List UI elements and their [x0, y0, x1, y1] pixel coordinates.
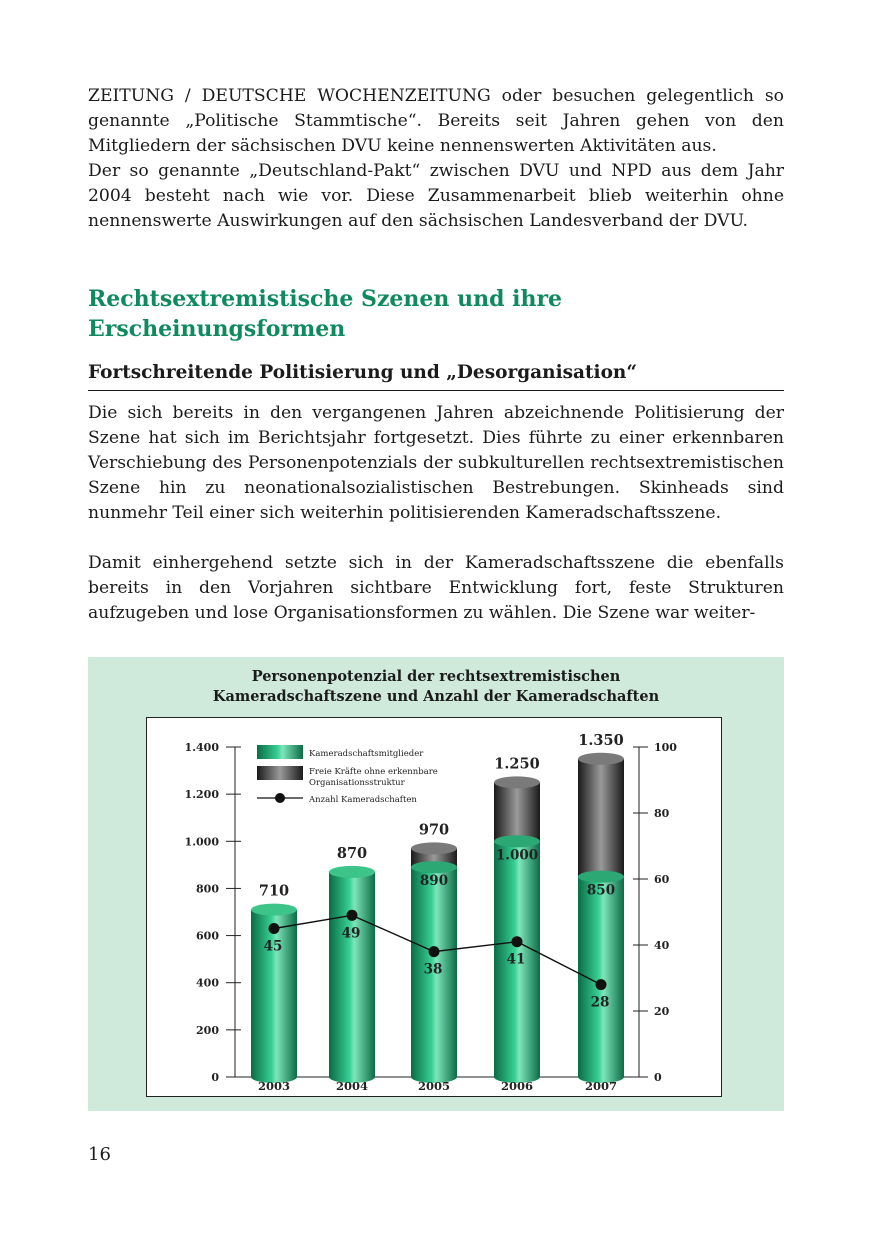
bar-total-label: 970	[418, 821, 450, 839]
bar-members	[251, 910, 297, 1077]
chart-svg	[147, 718, 721, 1096]
chart-title-line2: Kameradschaftszene und Anzahl der Kameradschaften	[212, 688, 660, 705]
bar-members-label: 890	[419, 873, 449, 890]
count-marker	[269, 923, 280, 934]
left-axis-tick-label: 0	[211, 1071, 219, 1084]
count-label: 38	[423, 961, 443, 978]
right-axis-tick-label: 20	[654, 1005, 670, 1018]
bar-members-top	[329, 866, 375, 878]
subsection-heading: Fortschreitende Politisierung und „Desorganisation“	[88, 358, 784, 391]
bar-free-forces-top	[494, 776, 540, 788]
paragraph-desorganisation: Damit einhergehend setzte sich in der Kameradschaftsszene die ebenfalls bereits in den Vorjahren sichtbare Entwicklung fort, feste Strukturen aufzugeben und lose Organisationsformen zu wählen. Die Szene war weiter-	[88, 553, 784, 623]
count-label: 28	[590, 994, 610, 1011]
bar-members-top	[578, 871, 624, 883]
left-axis-tick-label: 400	[196, 976, 219, 990]
chart-bars	[251, 732, 624, 1093]
chart-title-line1: Personenpotenzial der rechtsextremistischen	[251, 668, 621, 685]
paragraph-deutschland-pakt: Der so genannte „Deutschland-Pakt“ zwischen DVU und NPD aus dem Jahr 2004 besteht nach wie vor. Diese Zusammenarbeit blieb weiterhin ohne nennenswerte Auswirkungen auf den sächsischen Landesverband der DVU.	[88, 161, 784, 231]
legend-swatch-members	[257, 745, 303, 759]
bar-total-label: 1.350	[578, 731, 624, 749]
legend-label-members: Kameradschaftsmitglieder	[309, 749, 424, 759]
section-heading-line2: Erscheinungsformen	[88, 316, 346, 342]
left-axis-tick-label: 200	[196, 1023, 219, 1037]
left-axis-tick-label: 1.000	[184, 835, 219, 849]
left-axis-tick-label: 800	[196, 882, 219, 896]
paragraph-politisierung: Die sich bereits in den vergangenen Jahren abzeichnende Politisierung der Szene hat sich im Berichtsjahr fortgesetzt. Dies führte zu einer erkennbaren Verschiebung des Personenpotenzials der subkulturellen rechtsextremistischen Szene hin zu neonationalsozialistischen Bestrebungen. Skinheads sind nunmehr Teil einer sich weiterhin politisierenden Kameradschaftsszene.	[88, 403, 784, 523]
right-axis-tick-label: 80	[654, 807, 670, 820]
left-axis-tick-label: 1.200	[184, 788, 219, 802]
count-marker	[596, 979, 607, 990]
bar-members-label: 850	[586, 882, 616, 899]
bar-members-top	[411, 861, 457, 873]
x-axis-category-label: 2005	[417, 1079, 451, 1093]
chart-legend	[257, 745, 438, 805]
section-heading-line1: Rechtsextremistische Szenen und ihre	[88, 286, 563, 312]
right-axis-tick-label: 100	[654, 741, 677, 754]
count-label: 45	[263, 938, 283, 955]
right-axis-tick-label: 0	[654, 1071, 662, 1084]
legend-label-free-forces-line1: Freie Kräfte ohne erkennbare	[309, 767, 438, 777]
bar-free-forces	[494, 782, 540, 841]
x-axis-category-label: 2007	[584, 1079, 618, 1093]
legend-swatch-marker	[275, 793, 285, 803]
legend-label-count: Anzahl Kameradschaften	[309, 795, 417, 805]
right-axis-tick-label: 40	[654, 939, 670, 952]
right-axis-tick-label: 60	[654, 873, 670, 886]
page-number: 16	[88, 1144, 111, 1165]
count-marker	[347, 910, 358, 921]
x-axis-category-label: 2006	[500, 1079, 534, 1093]
left-axis-tick-label: 1.400	[184, 741, 219, 754]
count-label: 49	[341, 925, 361, 942]
bar-free-forces-top	[411, 842, 457, 854]
chart-title	[88, 667, 784, 707]
bar-free-forces	[578, 759, 624, 877]
legend-label-free-forces-line2: Organisationsstruktur	[309, 778, 405, 788]
bar-total-label: 870	[336, 844, 368, 862]
legend-swatch-free-forces	[257, 766, 303, 780]
count-marker	[512, 936, 523, 947]
bar-members-top	[494, 835, 540, 847]
x-axis-category-label: 2003	[257, 1079, 291, 1093]
bar-total-label: 710	[258, 882, 290, 900]
count-marker	[429, 946, 440, 957]
chart-figure	[88, 657, 784, 1111]
left-axis-tick-label: 600	[196, 929, 219, 943]
chart-panel	[146, 717, 722, 1097]
bar-members-label: 1.000	[495, 847, 539, 864]
count-label: 41	[506, 951, 526, 968]
bar-members	[329, 872, 375, 1077]
x-axis-category-label: 2004	[335, 1079, 369, 1093]
bar-members-top	[251, 904, 297, 916]
paragraph-dvu-stammtische: ZEITUNG / DEUTSCHE WOCHENZEITUNG oder besuchen gelegentlich so genannte „Politische Stammtische“. Bereits seit Jahren gehen von den Mitgliedern der sächsischen DVU keine nennenswerten Aktivitäten aus.	[88, 86, 784, 156]
bar-total-label: 1.250	[494, 755, 540, 773]
section-heading	[88, 284, 562, 344]
bar-free-forces-top	[578, 753, 624, 765]
